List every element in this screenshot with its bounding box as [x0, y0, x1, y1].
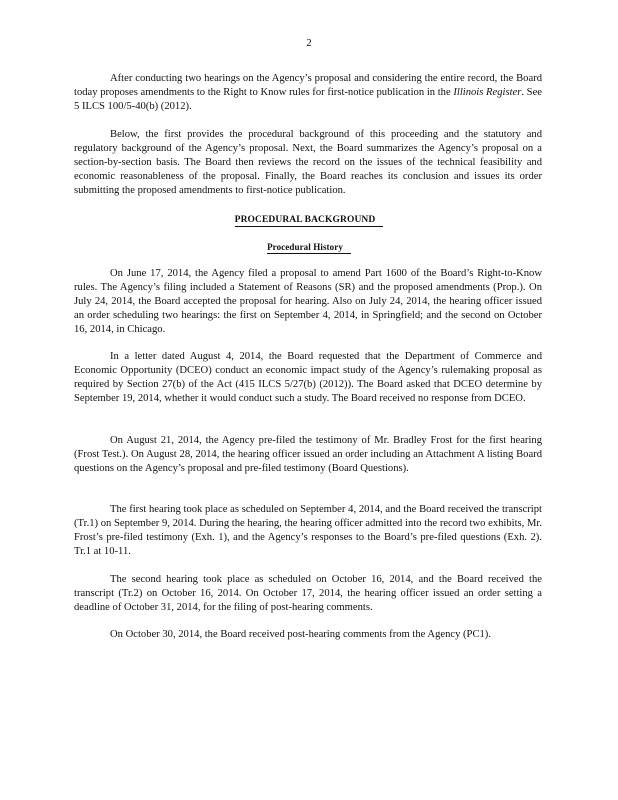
paragraph-june-proposal [74, 267, 542, 337]
june-proposal-text: On June 17, 2014, the Agency filed a proposal to amend Part 1600 of the Board’s Right-to-Know rules. The Agency’s filing included a Statement of Reasons (SR) and the proposed amendments (Prop.). On July 24, 2014, the Board accepted the proposal for hearing. Also on July 24, 2014, the hearing officer issued an order scheduling two hearings: the first on September 4, 2014, in Springfield; and the second on October 16, 2014, in Chicago. [74, 268, 542, 335]
dceo-letter-text: In a letter dated August 4, 2014, the Board requested that the Department of Commerce and Economic Opportunity (DCEO) conduct an economic impact study of the Agency’s rulemaking proposal as required by Section 27(b) of the Act (415 ILCS 5/27(b) (2012)). The Board asked that DCEO determine by September 19, 2014, whether it would conduct such a study. The Board received no response from DCEO. [74, 351, 542, 404]
subsection-heading-text: Procedural History [267, 242, 351, 254]
paragraph-first-hearing [74, 503, 542, 559]
section-heading [0, 213, 618, 227]
page-number: 2 [306, 37, 312, 49]
second-hearing-text: The second hearing took place as scheduled on October 16, 2014, and the Board received the transcript (Tr.2) on October 16, 2014. On October 17, 2014, the hearing officer issued an order setting a deadline of October 31, 2014, for the filing of post-hearing comments. [74, 574, 542, 613]
august-testimony-text: On August 21, 2014, the Agency pre-filed the testimony of Mr. Bradley Frost for the first hearing (Frost Test.). On August 28, 2014, the hearing officer issued an order including an Attachment A listing Board questions on the Agency’s proposal and pre-filed testimony (Board Questions). [74, 435, 542, 474]
section-heading-text: PROCEDURAL BACKGROUND [235, 215, 384, 227]
intro-italic-publication: Illinois Register [453, 87, 522, 98]
overview-text: Below, the first provides the procedural background of this proceeding and the statutory and regulatory background of the Agency’s proposal. Next, the Board summarizes the Agency’s proposal on a section-by-section basis. The Board then reviews the record on the issues of the technical feasibility and economic reasonableness of the proposal. Finally, the Board reaches its conclusion and issues its order submitting the proposed amendments to first-notice publication. [74, 129, 542, 196]
paragraph-overview [74, 128, 542, 198]
intro-citation: . See 5 ILCS 100/5-40(b) (2012). [74, 87, 542, 112]
paragraph-post-hearing-comments [74, 628, 542, 642]
paragraph-dceo-letter [74, 350, 542, 406]
post-hearing-comments-text: On October 30, 2014, the Board received post-hearing comments from the Agency (PC1). [110, 629, 491, 640]
intro-text: After conducting two hearings on the Agency’s proposal and considering the entire record, the Board today proposes amendments to the Right to Know rules for first-notice publication in the [74, 73, 542, 98]
subsection-heading [0, 240, 618, 254]
paragraph-intro [74, 72, 542, 114]
first-hearing-text: The first hearing took place as scheduled on September 4, 2014, and the Board received the transcript (Tr.1) on September 9, 2014. During the hearing, the hearing officer admitted into the record two exhibits, Mr. Frost’s pre-filed testimony (Exh. 1), and the Agency’s responses to the Board’s pre-filed questions (Exh. 2). Tr.1 at 10-11. [74, 504, 542, 557]
paragraph-second-hearing [74, 573, 542, 615]
paragraph-august-testimony [74, 434, 542, 476]
